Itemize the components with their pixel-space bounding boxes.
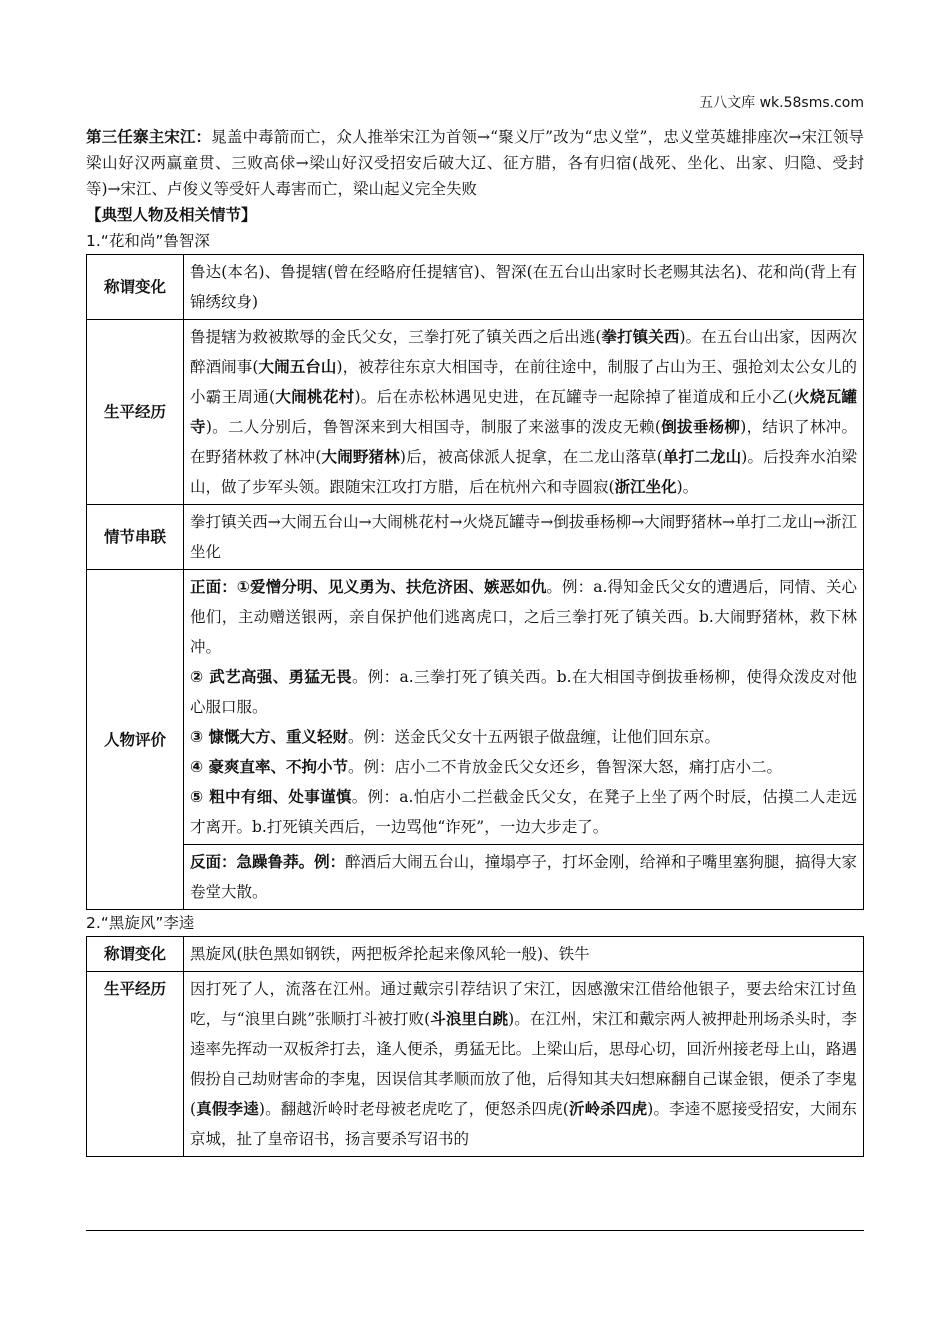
episode-name: 沂岭杀四虎 <box>568 1100 648 1118</box>
table-row <box>87 505 864 570</box>
episode-name: 火烧瓦罐寺 <box>190 388 857 436</box>
char1-names: 鲁达(本名)、鲁提辖(曾在经略府任提辖官)、智深(在五台山出家时长老赐其法名)、花和尚(背上有锦绣纹身) <box>184 255 864 320</box>
text-run: )。在江州，宋江和戴宗两人被押赴刑场杀头时，李逵率先挥动一双板斧打去，逢人便杀，勇猛无比。上梁山后，思母心切，回沂州接老母上山，路遇假扮自己劫财害命的李鬼，因误信其孝顺而放了他，后得知其夫妇想麻翻自己谋金银，便杀了李鬼( <box>190 1010 857 1118</box>
eval-head: 正面：①爱憎分明、见义勇为、扶危济困、嫉恶如仇 <box>190 578 547 596</box>
char2-table <box>86 936 864 1157</box>
episode-name: 拳打镇关西 <box>601 328 680 346</box>
text-run: )。翻越沂岭时老母被老虎吃了，便怒杀四虎( <box>258 1100 569 1118</box>
text-run: )。李逵不愿接受招安，大闹东京城，扯了皇帝诏书，扬言要杀写诏书的 <box>190 1100 857 1148</box>
document-content <box>86 124 864 1157</box>
eval-item <box>190 782 857 842</box>
text-run: )。在五台山出家，因两次醉酒闹事( <box>190 328 857 376</box>
char1-life-label: 生平经历 <box>87 320 184 505</box>
table-row <box>87 937 864 972</box>
text-run: 因打死了人，流落在江州。通过戴宗引荐结识了宋江，因感激宋江借给他银子，要去给宋江讨鱼吃，与“浪里白跳”张顺打斗被打败( <box>190 980 857 1028</box>
intro-paragraph <box>86 124 864 202</box>
eval-item <box>190 662 857 722</box>
eval-text: 醉酒后大闹五台山，撞塌亭子，打坏金刚，给禅和子嘴里塞狗腿，搞得大家卷堂大散。 <box>190 853 857 901</box>
episode-name: 大闹五台山 <box>258 358 337 376</box>
eval-head: ③ 慷慨大方、重义轻财 <box>190 728 349 746</box>
text-run: )。后投奔水泊梁山，做了步军头领。跟随宋江攻打方腊，后在杭州六和寺圆寂( <box>190 448 857 496</box>
char1-eval-positive <box>184 570 864 845</box>
eval-item <box>190 572 857 662</box>
eval-head: 反面：急躁鲁莽。例： <box>190 853 346 871</box>
episode-name: 浙江坐化 <box>614 478 677 496</box>
table-row <box>87 320 864 505</box>
table-row <box>87 255 864 320</box>
episode-name: 单打二龙山 <box>662 448 742 466</box>
text-run: )，被荐往东京大相国寺，在前往途中，制服了占山为王、强抢刘太公女儿的小霸王周通( <box>190 358 857 406</box>
eval-text: 。例：送金氏父女十五两银子做盘缠，让他们回东京。 <box>348 728 721 746</box>
eval-item <box>190 752 857 782</box>
intro-label: 第三任寨主宋江： <box>86 128 212 146</box>
table-row <box>87 570 864 845</box>
eval-item <box>190 722 857 752</box>
char1-names-label: 称谓变化 <box>87 255 184 320</box>
eval-text: 。例：店小二不肯放金氏父女还乡，鲁智深大怒，痛打店小二。 <box>348 758 783 776</box>
eval-text: 。例：a.得知金氏父女的遭遇后，同情、关心他们，主动赠送银两，亲自保护他们逃离虎口，之后三拳打死了镇关西。b.大闹野猪林，救下林冲。 <box>190 578 857 656</box>
text-run: )。二人分别后，鲁智深来到大相国寺，制服了来滋事的泼皮无赖( <box>205 418 661 436</box>
char1-plot-label: 情节串联 <box>87 505 184 570</box>
text-run: )。 <box>676 478 699 496</box>
text-run: )后，被高俅派人捉拿，在二龙山落草( <box>399 448 663 466</box>
char2-names-label: 称谓变化 <box>87 937 184 972</box>
table-row <box>87 845 864 910</box>
footer-divider <box>86 1230 864 1231</box>
char2-life-label: 生平经历 <box>87 972 184 1157</box>
char1-life <box>184 320 864 505</box>
intro-text: 晁盖中毒箭而亡，众人推举宋江为首领→“聚义厅”改为“忠义堂”，忠义堂英雄排座次→宋江领导梁山好汉两赢童贯、三败高俅→梁山好汉受招安后破大辽、征方腊，各有归宿(战死、坐化、出家、归隐、受封等)→宋江、卢俊义等受奸人毒害而亡，梁山起义完全失败 <box>86 128 864 198</box>
episode-name: 大闹桃花村 <box>275 388 355 406</box>
char2-names: 黑旋风(肤色黑如钢铁，两把板斧抡起来像风轮一般)、铁牛 <box>184 937 864 972</box>
char2-title: 2.“黑旋风”李逵 <box>86 914 195 932</box>
char1-table <box>86 254 864 910</box>
eval-text: 。例：a.怕店小二拦截金氏父女，在凳子上坐了两个时辰，估摸二人走远才离开。b.打死镇关西后，一边骂他“诈死”，一边大步走了。 <box>190 788 857 836</box>
site-watermark: 五八文库 wk.58sms.com <box>699 95 864 111</box>
episode-name: 倒拔垂杨柳 <box>660 418 741 436</box>
text-run: )。后在赤松林遇见史进，在瓦罐寺一起除掉了崔道成和丘小乙( <box>354 388 794 406</box>
episode-name: 大闹野猪林 <box>321 448 400 466</box>
text-run: )，结识了林冲。在野猪林救了林冲( <box>190 418 857 466</box>
section-heading: 【典型人物及相关情节】 <box>86 206 257 224</box>
text-run: 鲁提辖为救被欺辱的金氏父女，三拳打死了镇关西之后出逃( <box>190 328 602 346</box>
char1-eval-label: 人物评价 <box>87 570 184 910</box>
eval-text: 。例：a.三拳打死了镇关西。b.在大相国寺倒拔垂杨柳，使得众泼皮对他心服口服。 <box>190 668 857 716</box>
eval-head: ② 武艺高强、勇猛无畏 <box>190 668 352 686</box>
char2-life <box>184 972 864 1157</box>
episode-name: 真假李逵 <box>196 1100 259 1118</box>
char1-title: 1.“花和尚”鲁智深 <box>86 232 210 250</box>
table-row <box>87 972 864 1157</box>
char1-eval-negative <box>184 845 864 910</box>
eval-head: ⑤ 粗中有细、处事谨慎 <box>190 788 352 806</box>
episode-name: 斗浪里白跳 <box>430 1010 509 1028</box>
char1-plot: 拳打镇关西→大闹五台山→大闹桃花村→火烧瓦罐寺→倒拔垂杨柳→大闹野猪林→单打二龙山→浙江坐化 <box>184 505 864 570</box>
eval-head: ④ 豪爽直率、不拘小节 <box>190 758 349 776</box>
